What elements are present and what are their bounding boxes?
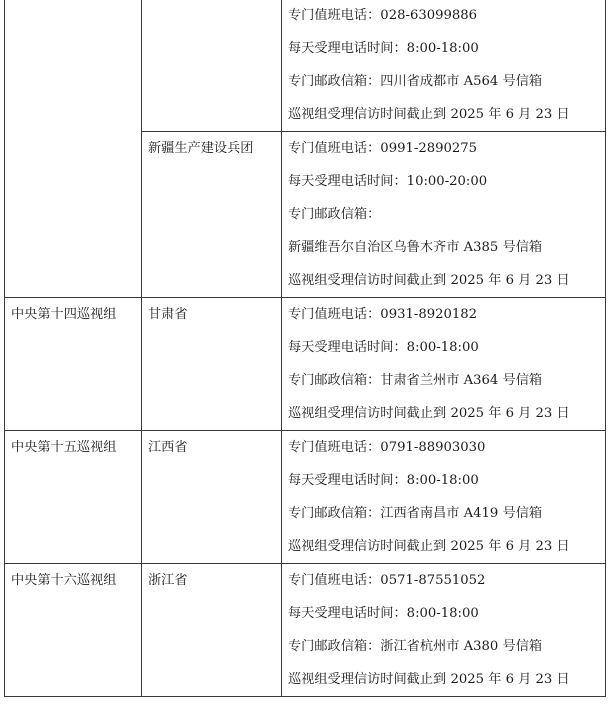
duty-phone: 专门值班电话：0991-2890275 [288, 141, 478, 156]
duty-phone: 专门值班电话：0791-88903030 [288, 440, 486, 455]
table-row [5, 564, 606, 697]
inspection-contact-table [4, 0, 606, 697]
phone-hours: 每天受理电话时间：8:00-18:00 [288, 41, 479, 56]
postal-box: 专门邮政信箱：四川省成都市 A564 号信箱 [288, 74, 543, 89]
region-cell [142, 564, 282, 697]
postal-box: 新疆维吾尔自治区乌鲁木齐市 A385 号信箱 [288, 240, 543, 255]
contact-cell [282, 132, 606, 298]
postal-box: 专门邮政信箱：浙江省杭州市 A380 号信箱 [288, 639, 543, 654]
phone-hours: 每天受理电话时间：8:00-18:00 [288, 473, 479, 488]
group-name: 中央第十五巡视组 [11, 440, 117, 455]
table-row [5, 431, 606, 564]
group-cell [5, 298, 142, 431]
region-name: 江西省 [148, 440, 188, 455]
table-row [5, 298, 606, 431]
region-name: 浙江省 [148, 573, 188, 588]
postal-box: 专门邮政信箱：江西省南昌市 A419 号信箱 [288, 506, 543, 521]
table-row [5, 0, 606, 132]
group-name: 中央第十四巡视组 [11, 307, 117, 322]
region-cell [142, 298, 282, 431]
duty-phone: 专门值班电话：028-63099886 [288, 8, 478, 23]
deadline: 巡视组受理信访时间截止到 2025 年 6 月 23 日 [288, 273, 570, 288]
contact-cell [282, 298, 606, 431]
phone-hours: 每天受理电话时间：10:00-20:00 [288, 174, 488, 189]
contact-cell [282, 431, 606, 564]
group-cell [5, 564, 142, 697]
postal-box: 专门邮政信箱：甘肃省兰州市 A364 号信箱 [288, 373, 543, 388]
contact-cell [282, 0, 606, 132]
duty-phone: 专门值班电话：0571-87551052 [288, 573, 486, 588]
duty-phone: 专门值班电话：0931-8920182 [288, 307, 478, 322]
deadline: 巡视组受理信访时间截止到 2025 年 6 月 23 日 [288, 406, 570, 421]
region-cell [142, 132, 282, 298]
group-cell [5, 431, 142, 564]
deadline: 巡视组受理信访时间截止到 2025 年 6 月 23 日 [288, 672, 570, 687]
postal-box-label: 专门邮政信箱： [288, 207, 381, 222]
group-name: 中央第十六巡视组 [11, 573, 117, 588]
region-cell [142, 0, 282, 132]
group-cell [5, 0, 142, 298]
deadline: 巡视组受理信访时间截止到 2025 年 6 月 23 日 [288, 539, 570, 554]
region-name: 新疆生产建设兵团 [148, 141, 254, 156]
deadline: 巡视组受理信访时间截止到 2025 年 6 月 23 日 [288, 107, 570, 122]
phone-hours: 每天受理电话时间：8:00-18:00 [288, 340, 479, 355]
contact-cell [282, 564, 606, 697]
region-name: 甘肃省 [148, 307, 188, 322]
phone-hours: 每天受理电话时间：8:00-18:00 [288, 606, 479, 621]
region-cell [142, 431, 282, 564]
